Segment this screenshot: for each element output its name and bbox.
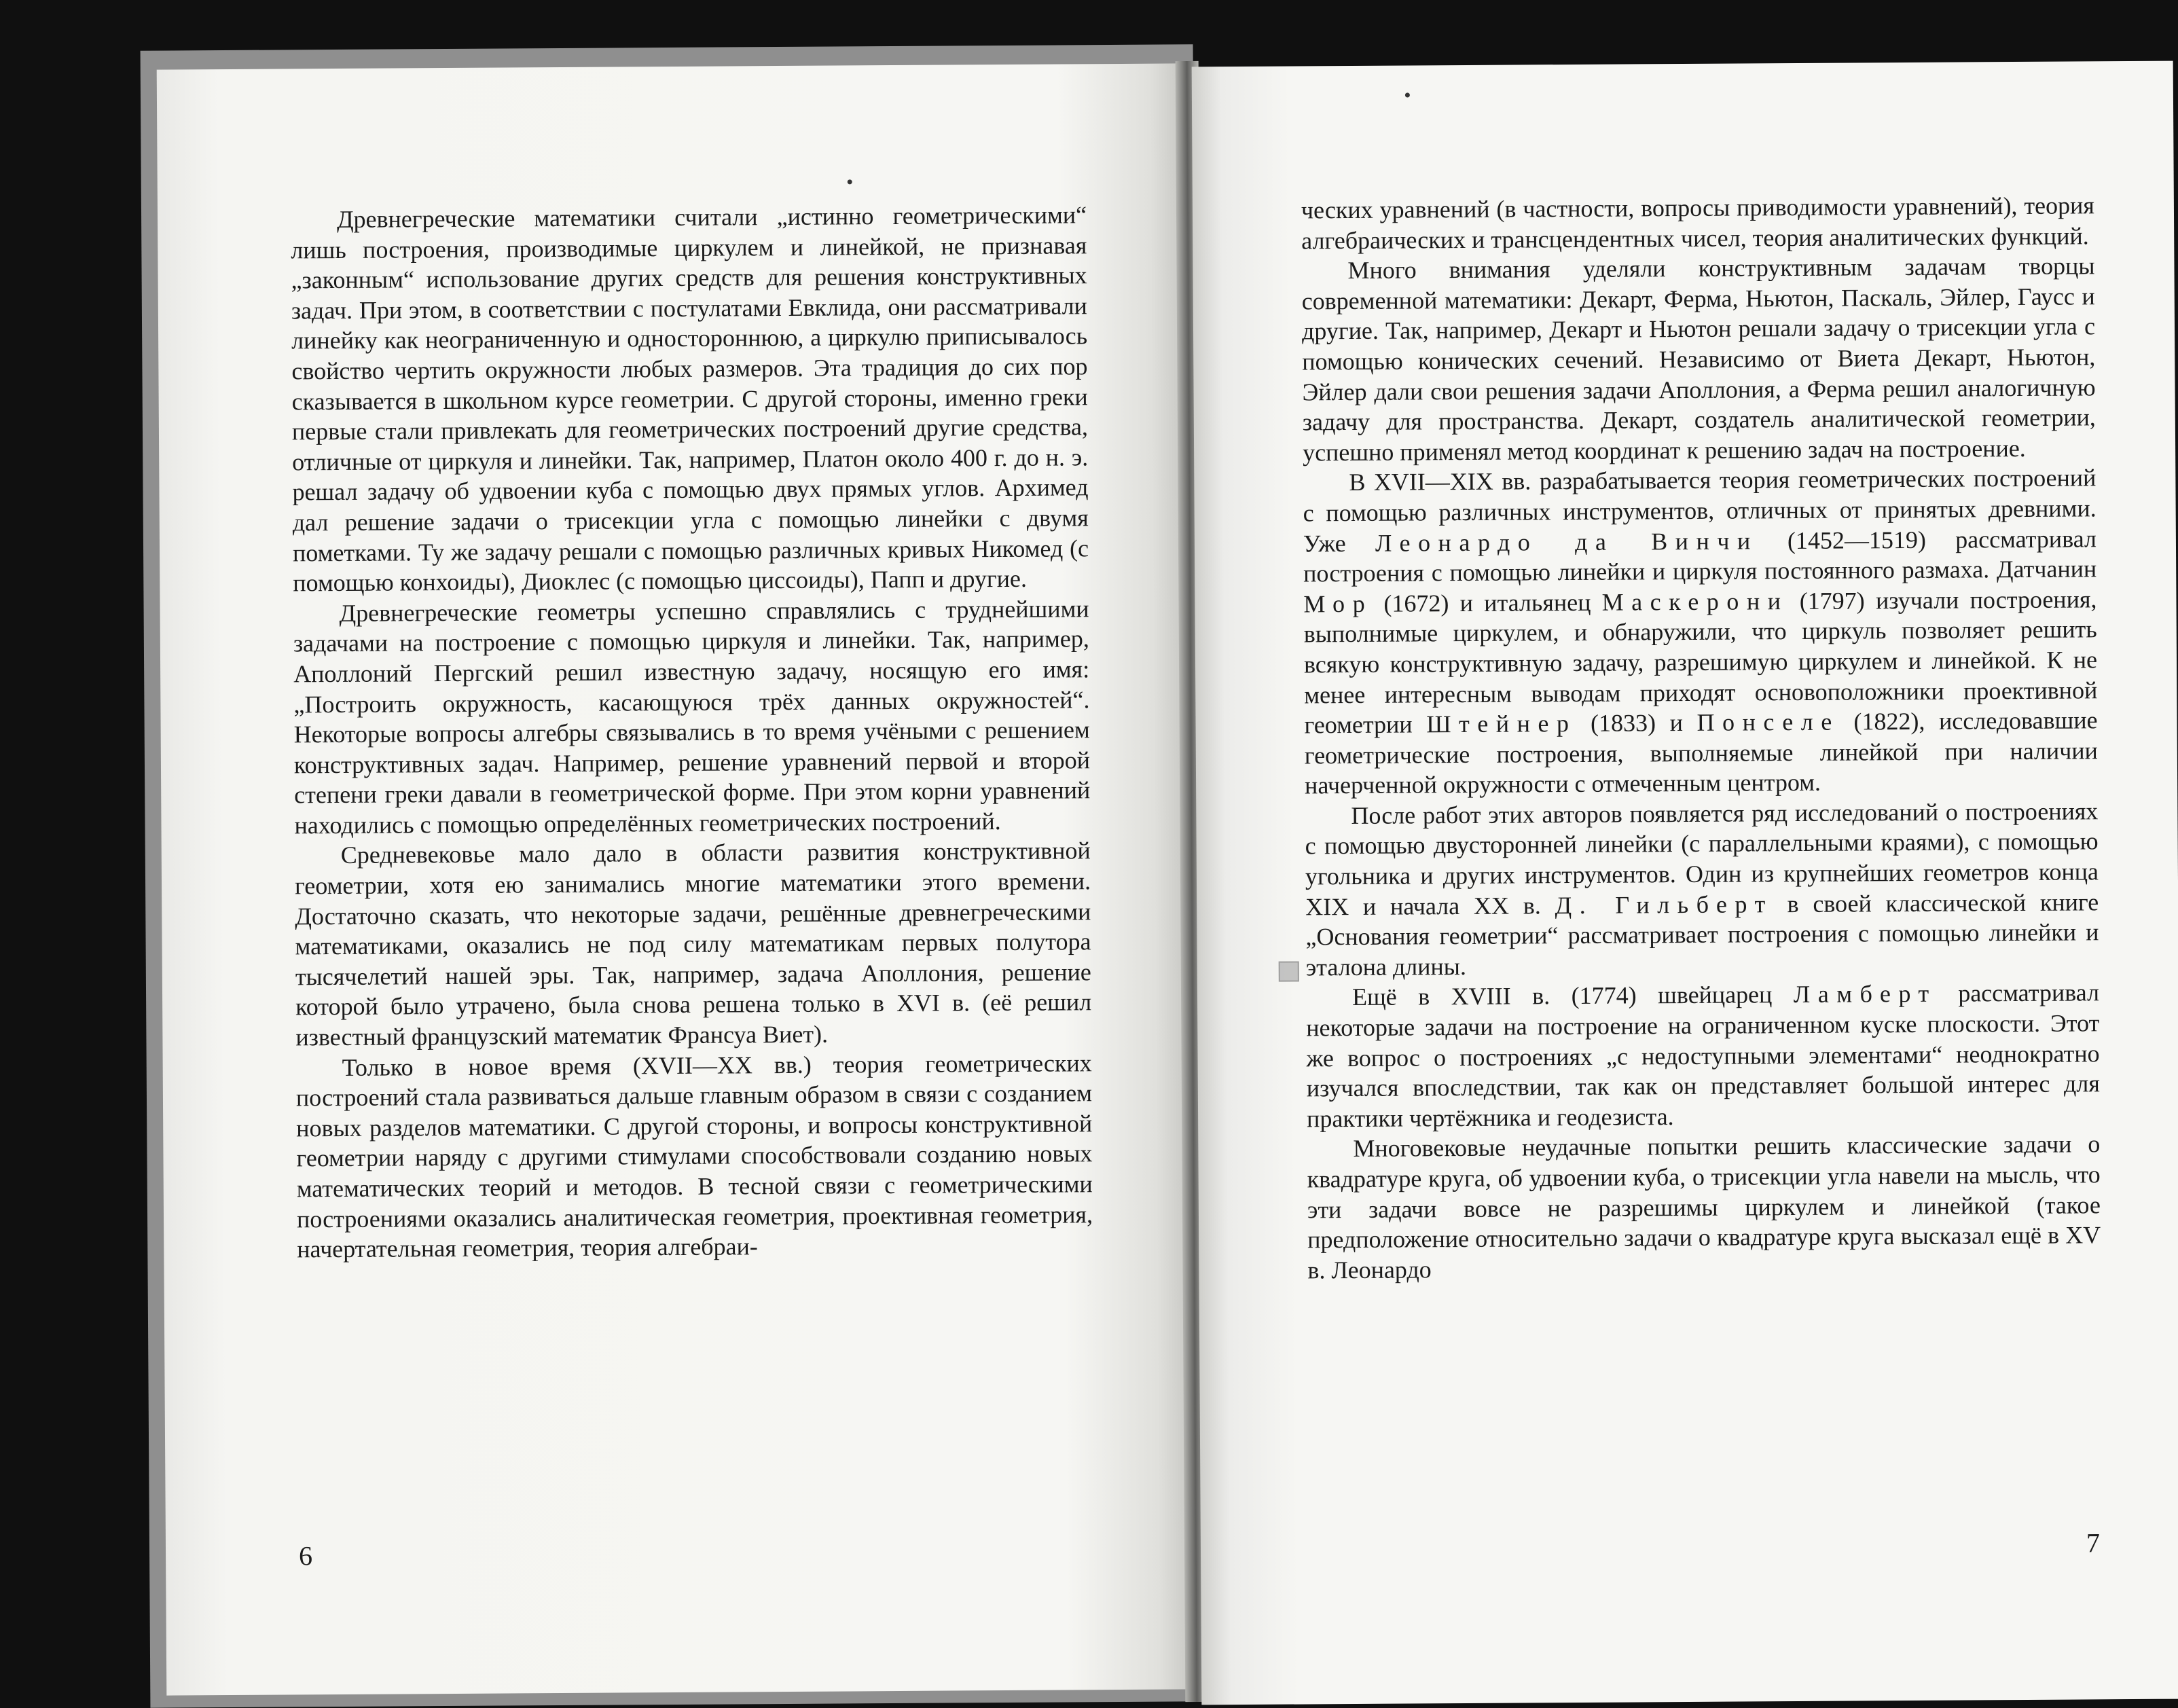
person-name: Мор xyxy=(1303,589,1373,618)
person-name: Ламберт xyxy=(1793,980,1937,1009)
text-run: (1672) и итальянец xyxy=(1373,588,1602,617)
person-name: Маскерони xyxy=(1601,587,1789,616)
paragraph: Средневековье мало дало в области развития конструктивной геометрии, хотя ею занимались многие математики этого времени. Достаточно сказать, что некоторые задачи, решённые древнегреческими математиками, оказались не под силу математикам первых полутора тысячелетий нашей эры. Так, например, задача Аполлония, решение которой было утрачено, была снова решена только в XVI в. (её решил известный французский математик Франсуа Виет). xyxy=(294,837,1092,1051)
right-page-text xyxy=(1301,190,2101,1285)
paragraph xyxy=(1305,796,2099,983)
text-run: (1797) изучали построения, выполнимые циркулем, и обнаружили, что циркуль позволяет решить всякую конструктивную задачу, разрешимую циркулем и линейкой. К не менее интересным выводам приходят основоположники проективной геометрии xyxy=(1303,585,2098,739)
left-page-text xyxy=(291,200,1093,1265)
margin-stamp-mark xyxy=(1279,961,1299,981)
person-name: Д. Гильберт xyxy=(1555,890,1773,919)
text-run: После работ этих авторов появляется ряд исследований о построениях с помощью двусторонней линейки (с параллельными краями), с помощью угольника и других инструментов. Один из крупнейших геометров конца XIX и начала XX в. xyxy=(1305,797,2099,921)
text-run: (1452—1519) рассматривал построения с помощью линейки и циркуля постоянного размаха. Датчанин xyxy=(1303,524,2097,587)
paragraph: Только в новое время (XVII—XX вв.) теория геометрических построений стала развиваться дальше главным образом в связи с созданием новых разделов математики. С другой стороны, и вопросы конструктивной геометрии наряду с другими стимулами способствовали созданию новых математических теорий и методов. В тесной связи с геометрическими построениями оказались аналитическая геометрия, проективная геометрия, начертательная геометрия, теория алгебраи- xyxy=(295,1049,1093,1263)
paragraph: Древнегреческие математики считали „истинно геометрическими“ лишь построения, производимые циркулем и линейкой, не признавая „законным“ использование других средств для решения конструктивных задач. При этом, в соответствии с постулатами Евклида, они рассматривали линейку как неограниченную и одностороннюю, а циркулю приписывалось свойство чертить окружности любых размеров. Эта традиция до сих пор сказывается в школьном курсе геометрии. С другой стороны, именно греки первые стали привлекать для геометрических построений другие средства, отличные от циркуля и линейки. Так, например, Платон около 400 г. до н. э. решал задачу об удвоении куба с помощью двух прямых углов. Архимед дал решение задачи о трисекции угла с помощью линейки с двумя пометками. Ту же задачу решали с помощью различных кривых Никомед (с помощью конхоиды), Диоклес (с помощью циссоиды), Папп и другие. xyxy=(291,201,1089,597)
printing-speck xyxy=(1405,92,1410,97)
paragraph: ческих уравнений (в частности, вопросы приводимости уравнений), теория алгебраических и трансцендентных чисел, теория аналитических функций. xyxy=(1301,192,2095,255)
text-run: (1833) и xyxy=(1576,709,1697,738)
text-run: в своей классической книге „Основания геометрии“ рассматривает построения с помощью линейки и эталона длины. xyxy=(1305,888,2099,981)
text-run: Ещё в XVIII в. (1774) швейцарец xyxy=(1351,981,1794,1011)
paragraph xyxy=(1303,463,2098,801)
paragraph xyxy=(1306,978,2100,1134)
page-number: 7 xyxy=(2086,1527,2101,1559)
person-name: Понселе xyxy=(1696,708,1840,737)
left-page xyxy=(157,63,1191,1695)
text-run: В XVII—XIX вв. разрабатывается теория геометрических построений с помощью различных инструментов, отличных от принятых древними. Уже xyxy=(1303,464,2097,557)
paragraph: Многовековые неудачные попытки решить классические задачи о квадратуре круга, об удвоении куба, о трисекции угла навели на мысль, что эти задачи вовсе не разрешимы циркулем и линейкой (такое предположение относительно задачи о квадратуре круга высказал ещё в XV в. Леонардо xyxy=(1307,1130,2101,1284)
text-run: рассматривал некоторые задачи на построение на ограниченном куске плоскости. Этот же вопрос о построениях „с недоступными элементами“ неоднократно изучался впоследствии, так как он представляет большой интерес для практики чертёжника и геодезиста. xyxy=(1306,979,2100,1133)
text-run: (1822), исследовавшие геометрические построения, выполняемые линейкой при наличии начерченной окружности с отмеченным центром. xyxy=(1304,706,2098,799)
person-name: Штейнер xyxy=(1426,710,1577,738)
page-number: 6 xyxy=(298,1540,313,1571)
paragraph: Древнегреческие геометры успешно справлялись с труднейшими задачами на построение с помощью циркуля и линейки. Так, например, Аполлоний Пергский решил известную задачу, носящую его имя: „Построить окружность, касающуюся трёх данных окружностей“. Некоторые вопросы алгебры связывались в то время учёными с решением конструктивных задач. Например, решение уравнений первой и второй степени греки давали в геометрической форме. При этом корни уравнений находились с помощью определённых геометрических построений. xyxy=(293,594,1091,839)
person-name: Леонардо да Винчи xyxy=(1375,526,1758,557)
paragraph: Много внимания уделяли конструктивным задачам творцы современной математики: Декарт, Ферма, Ньютон, Паскаль, Эйлер, Гаусс и другие. Так, например, Декарт и Ньютон решали задачу о трисекции угла с помощью конических сечений. Независимо от Виета Декарт, Ньютон, Эйлер дали свои решения задачи Аполлония, а Ферма решил аналогичную задачу для пространства. Декарт, создатель аналитической геометрии, успешно применял метод координат к решению задач на построение. xyxy=(1301,252,2096,467)
printing-speck xyxy=(848,179,852,184)
right-page xyxy=(1192,61,2178,1705)
